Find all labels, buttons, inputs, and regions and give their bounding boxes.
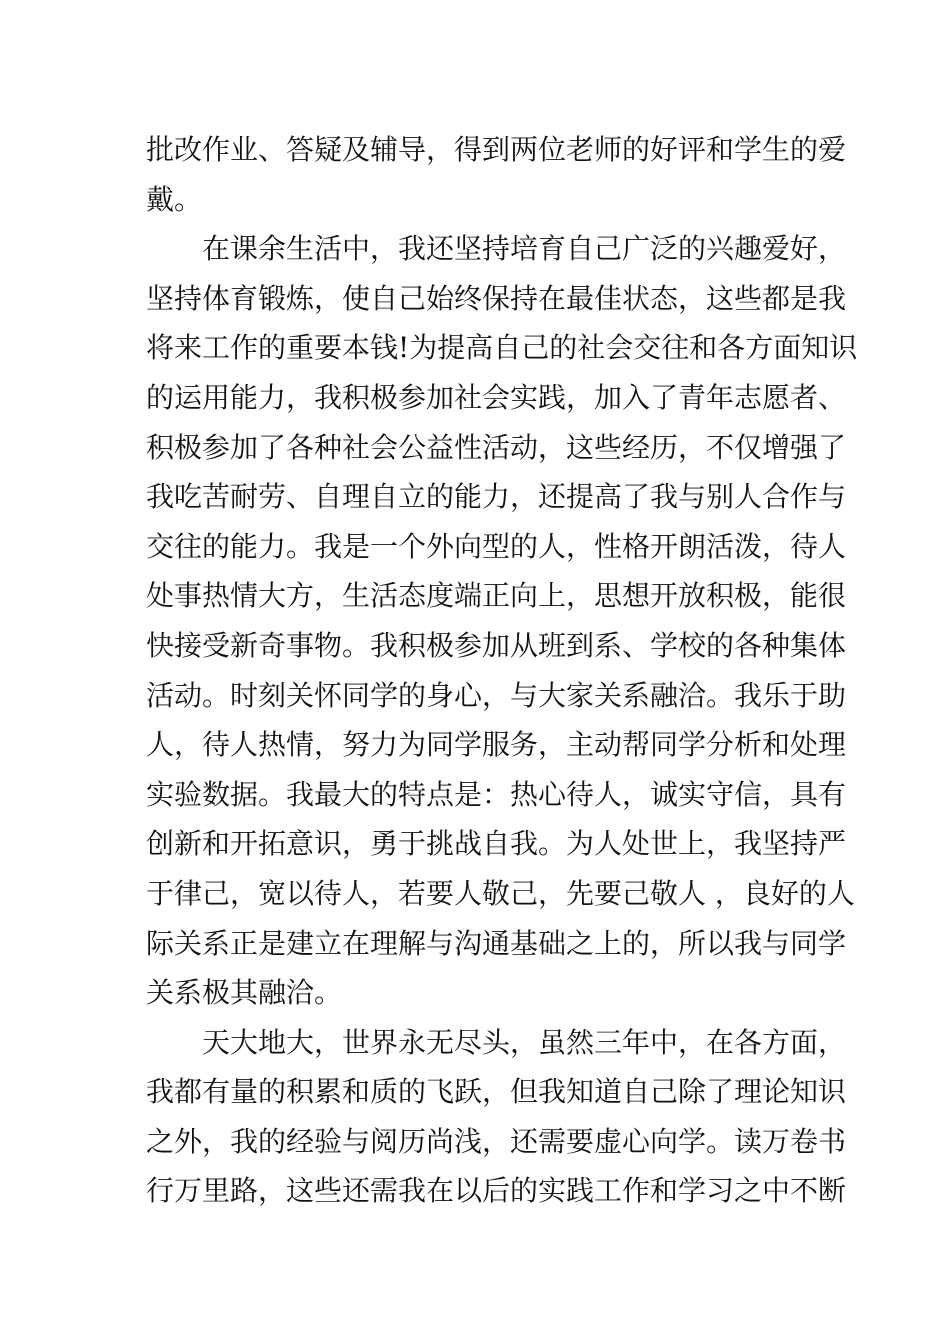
text-line: 天大地大，世界永无尽头，虽然三年中，在各方面， [202, 1025, 847, 1059]
text-line: 创新和开拓意识，勇于挑战自我。为人处世上，我坚持严 [146, 827, 847, 861]
text-line: 快接受新奇事物。我积极参加从班到系、学校的各种集体 [146, 628, 847, 662]
text-line: 于律己，宽以待人，若要人敬己，先要己敬人 ，良好的人 [146, 876, 855, 910]
text-line: 人，待人热情，努力为同学服务，主动帮同学分析和处理 [146, 728, 847, 762]
paragraph [146, 224, 858, 1018]
document-body [146, 125, 858, 1216]
text-line: 批改作业、答疑及辅导，得到两位老师的好评和学生的爱 [146, 133, 847, 166]
text-line: 我吃苦耐劳、自理自立的能力，还提高了我与别人合作与 [146, 480, 847, 514]
text-line: 行万里路，这些还需我在以后的实践工作和学习之中不断 [146, 1174, 847, 1208]
text-line: 实验数据。我最大的特点是：热心待人，诚实守信，具有 [146, 777, 847, 811]
text-line: 活动。时刻关怀同学的身心，与大家关系融洽。我乐于助 [146, 678, 847, 712]
text-line: 在课余生活中，我还坚持培育自己广泛的兴趣爱好， [202, 232, 847, 266]
text-line: 关系极其融洽。 [146, 976, 343, 1010]
text-line: 戴。 [146, 182, 203, 216]
text-line: 坚持体育锻炼，使自己始终保持在最佳状态，这些都是我 [146, 281, 847, 315]
text-line: 交往的能力。我是一个外向型的人，性格开朗活泼，待人 [146, 529, 847, 563]
text-line: 处事热情大方，生活态度端正向上，思想开放积极，能很 [146, 579, 847, 613]
text-line: 积极参加了各种社会公益性活动，这些经历，不仅增强了 [146, 430, 847, 464]
text-line: 的运用能力，我积极参加社会实践，加入了青年志愿者、 [146, 380, 847, 414]
text-line: 之外，我的经验与阅历尚浅，还需要虚心向学。读万卷书 [146, 1124, 847, 1158]
text-line: 将来工作的重要本钱!为提高自己的社会交往和各方面知识 [146, 331, 858, 365]
paragraph [146, 1018, 847, 1216]
paragraph [146, 125, 847, 224]
text-line: 我都有量的积累和质的飞跃，但我知道自己除了理论知识 [146, 1075, 847, 1109]
text-line: 际关系正是建立在理解与沟通基础之上的，所以我与同学 [146, 926, 847, 960]
